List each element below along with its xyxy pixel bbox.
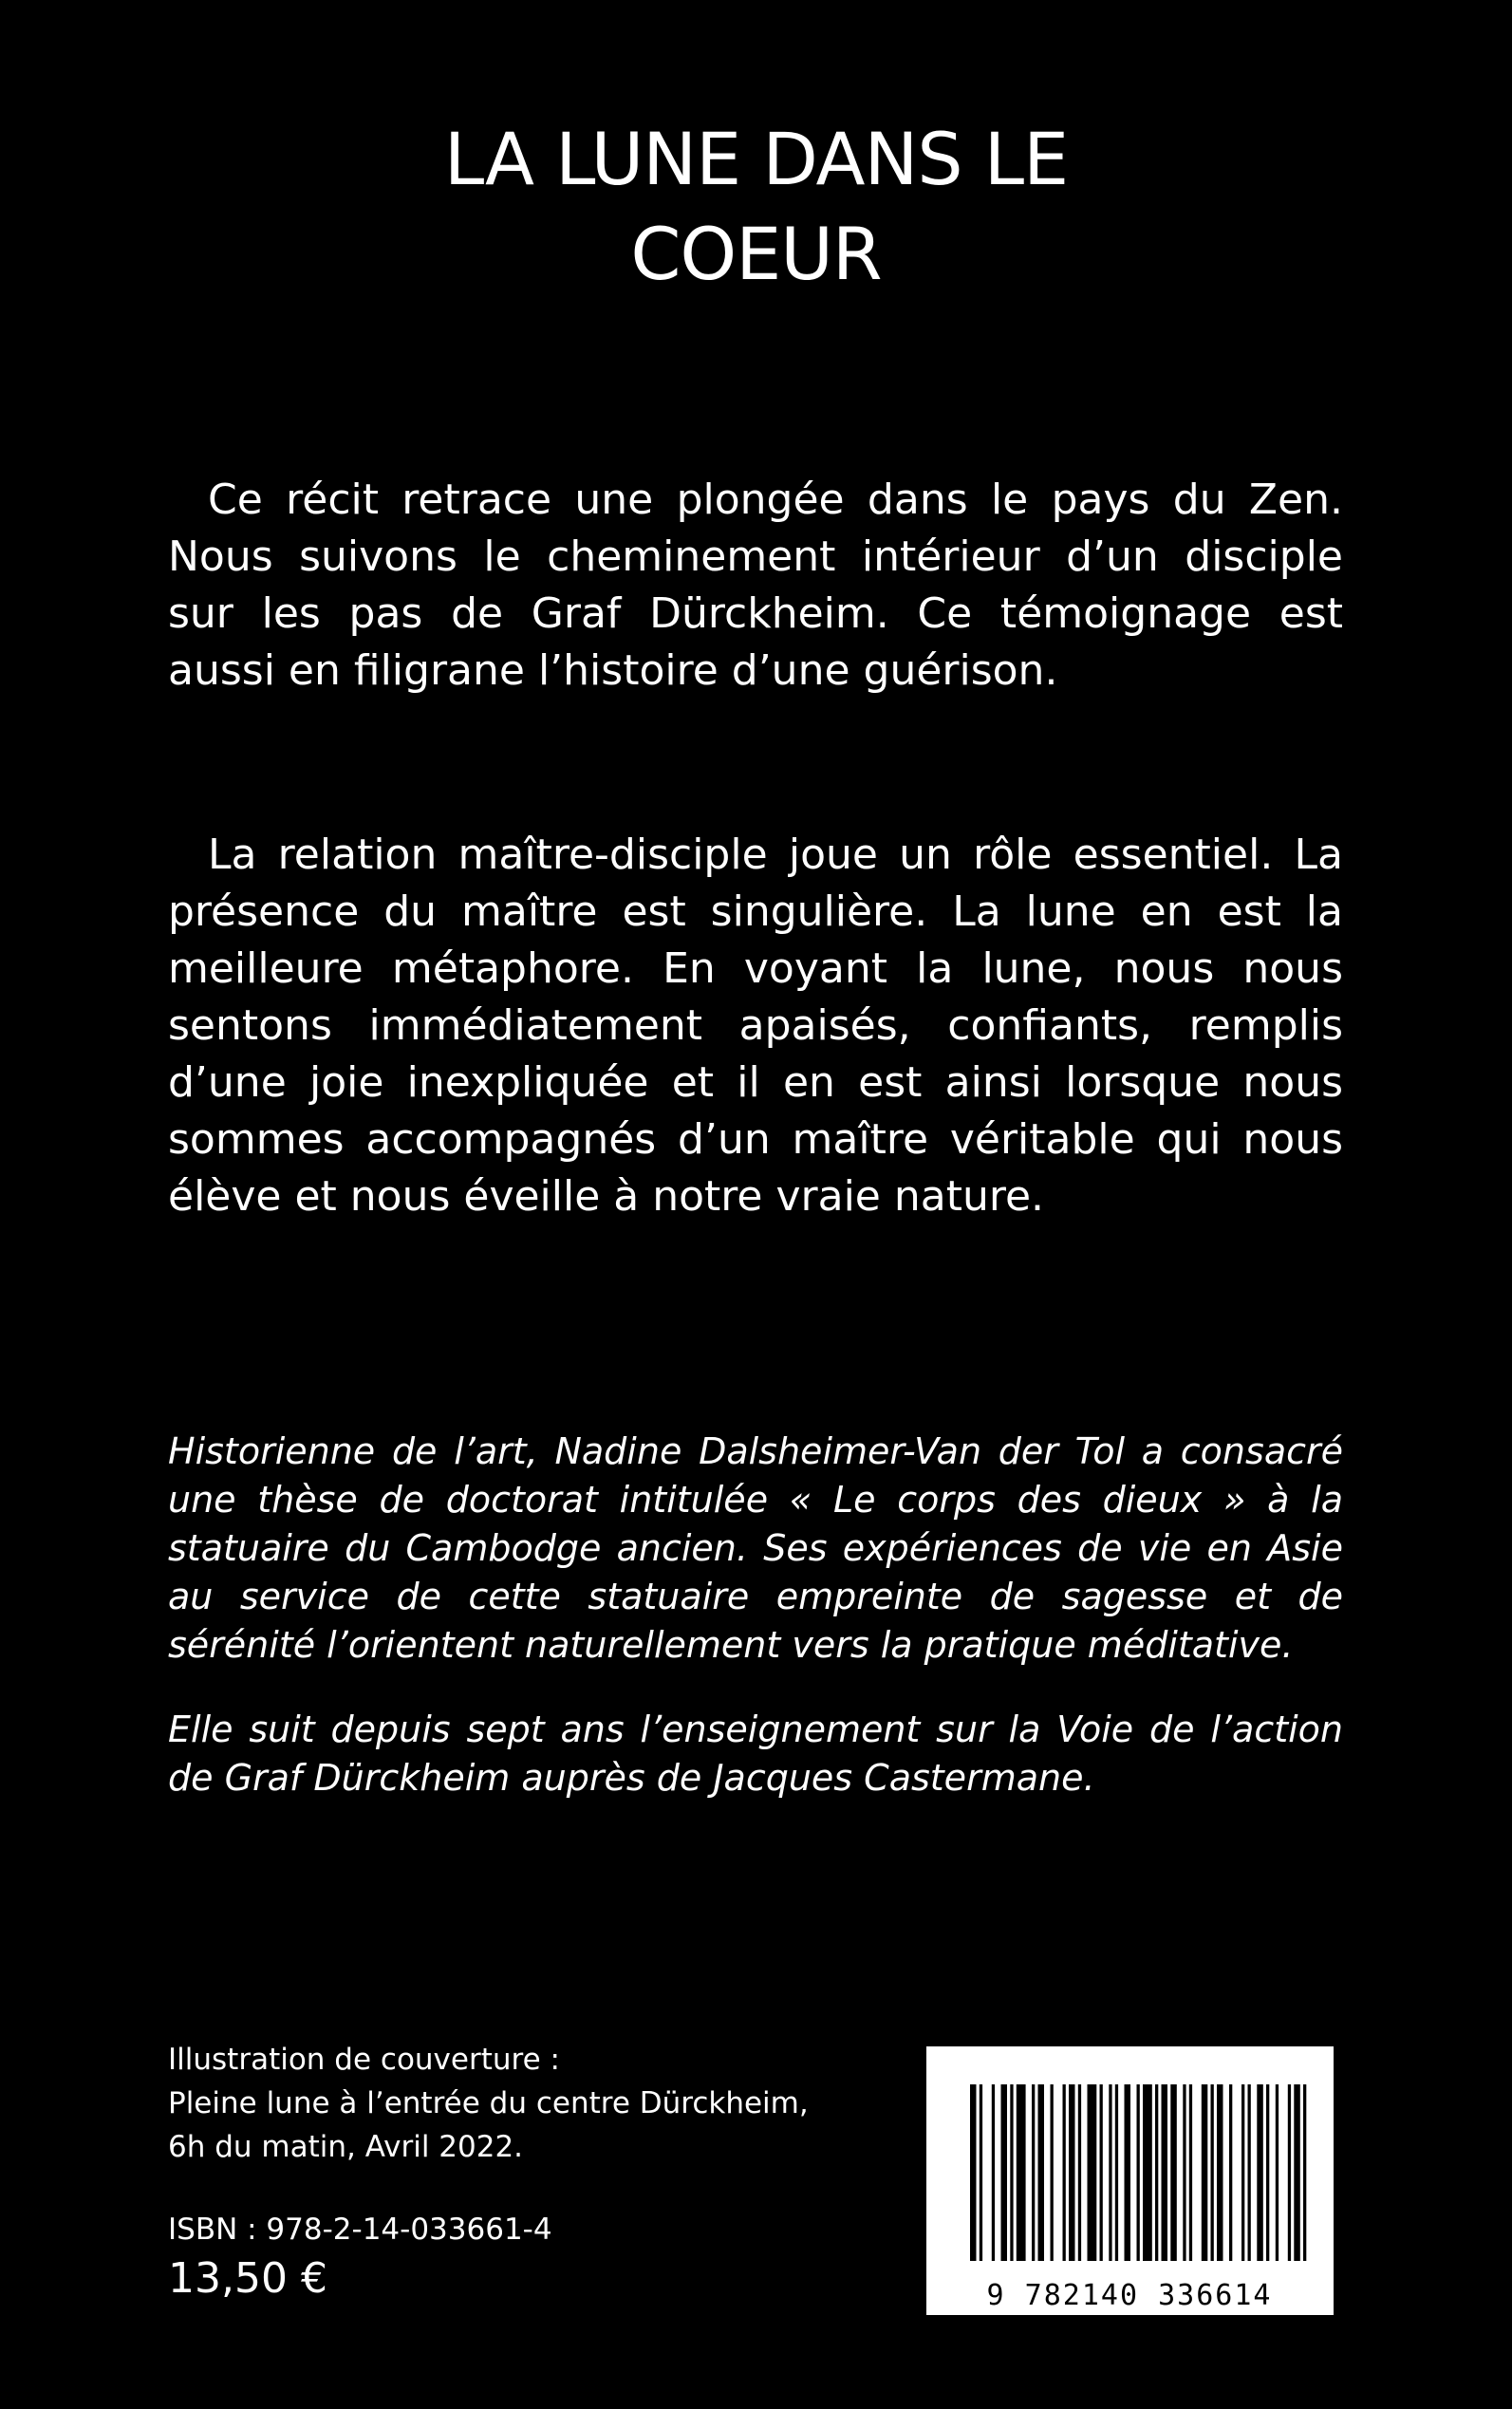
barcode-bar — [1183, 2084, 1185, 2261]
barcode-bar — [1211, 2084, 1214, 2261]
barcode-bar — [1294, 2084, 1300, 2261]
barcode-bar — [1078, 2084, 1081, 2261]
barcode-bar — [1125, 2084, 1131, 2261]
barcode-bar — [1010, 2084, 1013, 2261]
barcode-bar — [1143, 2084, 1152, 2261]
barcode-bar — [1170, 2084, 1177, 2261]
barcode-bar — [1032, 2084, 1035, 2261]
barcode-bar — [1288, 2084, 1291, 2261]
barcode-bar — [1001, 2084, 1008, 2261]
barcode-bar — [1276, 2084, 1279, 2261]
barcode-bar — [1137, 2084, 1140, 2261]
title-line-1: LA LUNE DANS LE — [443, 117, 1069, 201]
barcode-bar — [1109, 2084, 1111, 2261]
barcode-bar — [1241, 2084, 1244, 2261]
barcode-bar — [1217, 2084, 1223, 2261]
credits-line-1: Illustration de couverture : — [168, 2043, 560, 2077]
barcode-bar — [1248, 2084, 1251, 2261]
barcode-bar — [1162, 2084, 1168, 2261]
barcode-bar — [1257, 2084, 1263, 2261]
barcode-bar — [992, 2084, 995, 2261]
barcode-bar — [1051, 2084, 1054, 2261]
barcode-bar — [1115, 2084, 1118, 2261]
barcode-graphic — [926, 2046, 1334, 2315]
barcode-bar — [1088, 2084, 1097, 2261]
barcode-bar — [1069, 2084, 1075, 2261]
barcode — [926, 2046, 1334, 2315]
credits-line-3: 6h du matin, Avril 2022. — [168, 2130, 524, 2164]
credits-line-2: Pleine lune à l’entrée du centre Dürckheim, — [168, 2086, 809, 2120]
barcode-bar — [1155, 2084, 1158, 2261]
barcode-bar — [980, 2084, 982, 2261]
barcode-bar — [1100, 2084, 1103, 2261]
barcode-bar — [1229, 2084, 1232, 2261]
author-bio-paragraph-1: Historienne de l’art, Nadine Dalsheimer-Van der Tol a consacré une thèse de doctorat intitulée « Le corps des dieux » à la statuaire du Cambodge ancien. Ses expériences de vie en Asie au service de cette statuaire empreinte de sagesse et de sérénité l’orientent naturellement vers la pratique méditative. — [168, 1430, 1343, 1666]
barcode-bar — [1063, 2084, 1066, 2261]
barcode-bar — [1303, 2084, 1306, 2261]
barcode-bar — [970, 2084, 977, 2261]
summary-paragraph-2: La relation maître-disciple joue un rôle essentiel. La présence du maître est singulière. La lune en est la meilleure métaphore. En voyant la lune, nous nous sentons immédiatement apaisés, confiants, remplis d’une joie inexpliquée et il en est ainsi lorsque nous sommes accompagnés d’un maître véritable qui nous élève et nous éveille à notre vraie nature. — [168, 831, 1343, 1221]
price-text: 13,50 € — [168, 2254, 327, 2303]
author-bio-paragraph-2: Elle suit depuis sept ans l’enseignement sur la Voie de l’action de Graf Dürckheim auprès de Jacques Castermane. — [168, 1709, 1343, 1799]
isbn-text: ISBN : 978-2-14-033661-4 — [168, 2213, 552, 2247]
summary-paragraph-1: Ce récit retrace une plongée dans le pays du Zen. Nous suivons le cheminement intérieur d’un disciple sur les pas de Graf Dürckheim. Ce témoignage est aussi en filigrane l’histoire d’une guérison. — [168, 476, 1343, 695]
barcode-bar — [1017, 2084, 1026, 2261]
book-title — [0, 112, 1512, 302]
cover-credits — [168, 2038, 809, 2169]
barcode-bar — [1202, 2084, 1208, 2261]
barcode-bar — [1038, 2084, 1045, 2261]
title-line-2: COEUR — [630, 212, 882, 296]
barcode-bar — [1266, 2084, 1269, 2261]
barcode-bar — [1189, 2084, 1192, 2261]
barcode-digits: 9 782140 336614 — [986, 2279, 1273, 2312]
